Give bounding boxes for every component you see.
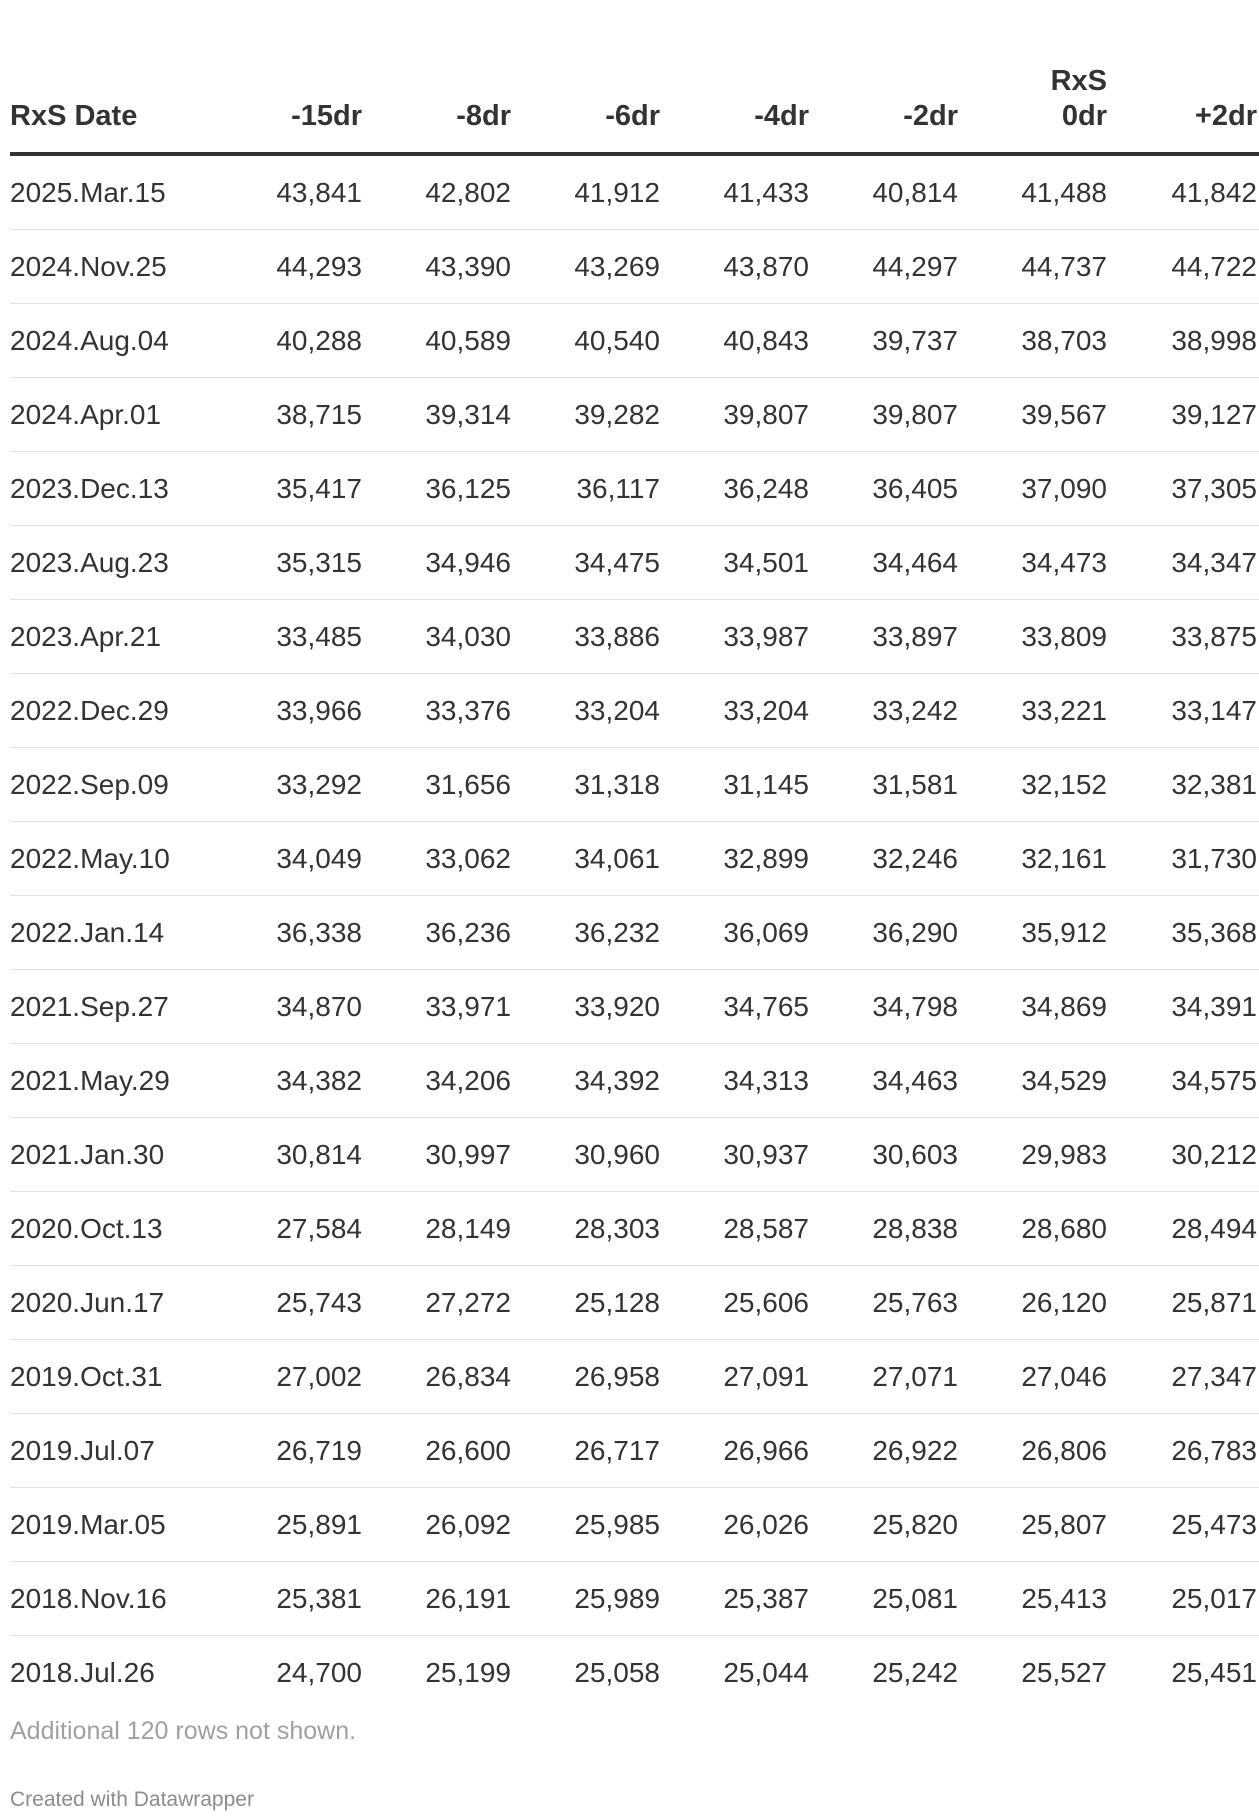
value-cell: 33,204 <box>513 674 662 748</box>
value-cell: 27,046 <box>960 1340 1109 1414</box>
table-row <box>10 304 1259 378</box>
date-cell: 2021.May.29 <box>10 1044 223 1118</box>
value-cell: 34,475 <box>513 526 662 600</box>
value-cell: 25,381 <box>223 1562 364 1636</box>
value-cell: 26,717 <box>513 1414 662 1488</box>
value-cell: 26,092 <box>364 1488 513 1562</box>
table-body <box>10 154 1259 1709</box>
date-cell: 2022.Sep.09 <box>10 748 223 822</box>
value-cell: 28,587 <box>662 1192 811 1266</box>
column-header-label: -15dr <box>291 100 362 132</box>
value-cell: 33,147 <box>1109 674 1259 748</box>
value-cell: 34,870 <box>223 970 364 1044</box>
value-cell: 35,315 <box>223 526 364 600</box>
value-cell: 34,206 <box>364 1044 513 1118</box>
table-row <box>10 600 1259 674</box>
table-row <box>10 674 1259 748</box>
value-cell: 36,117 <box>513 452 662 526</box>
column-header-label: +2dr <box>1194 100 1257 132</box>
value-cell: 33,971 <box>364 970 513 1044</box>
value-cell: 40,288 <box>223 304 364 378</box>
value-cell: 34,501 <box>662 526 811 600</box>
value-cell: 26,958 <box>513 1340 662 1414</box>
value-cell: 40,814 <box>811 154 960 230</box>
value-cell: 36,236 <box>364 896 513 970</box>
column-header-label: -8dr <box>456 100 511 132</box>
value-cell: 25,128 <box>513 1266 662 1340</box>
table-row <box>10 1192 1259 1266</box>
value-cell: 38,703 <box>960 304 1109 378</box>
value-cell: 31,145 <box>662 748 811 822</box>
column-header-6[interactable] <box>960 35 1109 154</box>
value-cell: 30,814 <box>223 1118 364 1192</box>
value-cell: 25,451 <box>1171 1656 1257 1688</box>
column-header-0[interactable] <box>10 35 223 154</box>
value-cell: 28,149 <box>364 1192 513 1266</box>
value-cell: 33,204 <box>662 674 811 748</box>
value-cell: 33,242 <box>811 674 960 748</box>
table-row <box>10 526 1259 600</box>
value-cell: 34,382 <box>223 1044 364 1118</box>
value-cell: 44,297 <box>811 230 960 304</box>
date-cell: 2024.Aug.04 <box>10 304 223 378</box>
value-cell: 33,292 <box>223 748 364 822</box>
value-cell: 26,966 <box>662 1414 811 1488</box>
value-cell: 25,199 <box>425 1656 511 1688</box>
value-cell: 39,314 <box>364 378 513 452</box>
value-cell: 36,338 <box>223 896 364 970</box>
date-cell: 2024.Nov.25 <box>10 230 223 304</box>
value-cell: 39,127 <box>1109 378 1259 452</box>
value-cell: 25,413 <box>960 1562 1109 1636</box>
value-cell: 41,433 <box>662 154 811 230</box>
value-cell: 34,391 <box>1109 970 1259 1044</box>
table-row <box>10 970 1259 1044</box>
date-cell: 2020.Jun.17 <box>10 1266 223 1340</box>
date-cell: 2022.Jan.14 <box>10 896 223 970</box>
value-cell: 44,737 <box>960 230 1109 304</box>
value-cell: 28,494 <box>1109 1192 1259 1266</box>
date-cell: 2019.Mar.05 <box>10 1488 223 1562</box>
column-header-3[interactable] <box>513 35 662 154</box>
column-header-4[interactable] <box>662 35 811 154</box>
column-header-1[interactable] <box>223 35 364 154</box>
value-cell: 37,305 <box>1109 452 1259 526</box>
table-row <box>10 1044 1259 1118</box>
value-cell: 40,843 <box>662 304 811 378</box>
header-row <box>10 35 1259 154</box>
value-cell: 39,737 <box>811 304 960 378</box>
value-cell: 32,899 <box>662 822 811 896</box>
value-cell: 28,680 <box>960 1192 1109 1266</box>
date-cell: 2023.Aug.23 <box>10 526 223 600</box>
value-cell: 40,540 <box>513 304 662 378</box>
column-header-label: -6dr <box>605 100 660 132</box>
date-cell: 2025.Mar.15 <box>10 154 223 230</box>
table-header <box>10 35 1259 154</box>
value-cell: 34,473 <box>960 526 1109 600</box>
value-cell: 33,886 <box>513 600 662 674</box>
value-cell: 44,293 <box>223 230 364 304</box>
value-cell: 26,834 <box>364 1340 513 1414</box>
column-header-label: 0dr <box>1061 100 1107 132</box>
value-cell: 32,246 <box>811 822 960 896</box>
table-row <box>10 452 1259 526</box>
value-cell: 43,269 <box>513 230 662 304</box>
value-cell: 25,743 <box>223 1266 364 1340</box>
date-cell: 2023.Apr.21 <box>10 600 223 674</box>
value-cell: 31,318 <box>513 748 662 822</box>
value-cell: 34,798 <box>811 970 960 1044</box>
value-cell: 41,842 <box>1109 154 1259 230</box>
value-cell: 26,191 <box>364 1562 513 1636</box>
table-row <box>10 748 1259 822</box>
value-cell: 34,061 <box>513 822 662 896</box>
date-cell: 2021.Jan.30 <box>10 1118 223 1192</box>
value-cell: 29,983 <box>960 1118 1109 1192</box>
value-cell: 39,282 <box>513 378 662 452</box>
value-cell: 25,081 <box>811 1562 960 1636</box>
value-cell: 40,589 <box>364 304 513 378</box>
value-cell: 35,912 <box>960 896 1109 970</box>
date-cell: 2018.Nov.16 <box>10 1562 223 1636</box>
value-cell: 34,946 <box>364 526 513 600</box>
value-cell: 25,473 <box>1109 1488 1259 1562</box>
value-cell: 28,303 <box>513 1192 662 1266</box>
value-cell: 26,600 <box>364 1414 513 1488</box>
value-cell: 32,152 <box>960 748 1109 822</box>
value-cell: 25,242 <box>872 1656 958 1688</box>
value-cell: 26,120 <box>960 1266 1109 1340</box>
value-cell: 30,997 <box>364 1118 513 1192</box>
value-cell: 33,897 <box>811 600 960 674</box>
value-cell: 34,869 <box>960 970 1109 1044</box>
value-cell: 36,290 <box>811 896 960 970</box>
date-cell: 2024.Apr.01 <box>10 378 223 452</box>
value-cell: 26,922 <box>811 1414 960 1488</box>
value-cell: 43,390 <box>364 230 513 304</box>
value-cell: 36,232 <box>513 896 662 970</box>
value-cell: 34,392 <box>513 1044 662 1118</box>
value-cell: 25,527 <box>1021 1656 1107 1688</box>
value-cell: 25,044 <box>723 1656 809 1688</box>
value-cell: 34,313 <box>662 1044 811 1118</box>
value-cell: 25,058 <box>574 1656 660 1688</box>
value-cell: 38,998 <box>1109 304 1259 378</box>
table-row <box>10 1340 1259 1414</box>
value-cell: 39,567 <box>960 378 1109 452</box>
value-cell: 33,221 <box>960 674 1109 748</box>
value-cell: 33,875 <box>1109 600 1259 674</box>
value-cell: 25,871 <box>1109 1266 1259 1340</box>
date-cell: 2023.Dec.13 <box>10 452 223 526</box>
value-cell: 34,464 <box>811 526 960 600</box>
table-row <box>10 1562 1259 1636</box>
date-cell: 2018.Jul.26 <box>10 1656 155 1688</box>
column-header-7[interactable] <box>1109 35 1259 154</box>
value-cell: 33,920 <box>513 970 662 1044</box>
table-row <box>10 1414 1259 1488</box>
date-cell: 2019.Jul.07 <box>10 1414 223 1488</box>
value-cell: 30,212 <box>1109 1118 1259 1192</box>
datawrapper-credit: Created with Datawrapper <box>10 1788 254 1811</box>
value-cell: 25,985 <box>513 1488 662 1562</box>
value-cell: 26,783 <box>1109 1414 1259 1488</box>
table-row <box>10 378 1259 452</box>
date-cell: 2022.May.10 <box>10 822 223 896</box>
value-cell: 25,820 <box>811 1488 960 1562</box>
value-cell: 30,960 <box>513 1118 662 1192</box>
value-cell: 32,381 <box>1109 748 1259 822</box>
table-row <box>10 230 1259 304</box>
value-cell: 44,722 <box>1109 230 1259 304</box>
value-cell: 39,807 <box>811 378 960 452</box>
value-cell: 33,966 <box>223 674 364 748</box>
value-cell: 27,091 <box>662 1340 811 1414</box>
column-header-2[interactable] <box>364 35 513 154</box>
value-cell: 34,030 <box>364 600 513 674</box>
value-cell: 33,376 <box>364 674 513 748</box>
value-cell: 27,002 <box>223 1340 364 1414</box>
value-cell: 34,463 <box>811 1044 960 1118</box>
table-notes: Additional 120 rows not shown. <box>10 1717 357 1745</box>
column-header-label: -4dr <box>754 100 809 132</box>
value-cell: 26,026 <box>662 1488 811 1562</box>
value-cell: 25,763 <box>811 1266 960 1340</box>
value-cell: 34,765 <box>662 970 811 1044</box>
table-row <box>10 822 1259 896</box>
table-row <box>10 1118 1259 1192</box>
value-cell: 25,606 <box>662 1266 811 1340</box>
value-cell: 27,584 <box>223 1192 364 1266</box>
value-cell: 36,248 <box>662 452 811 526</box>
value-cell: 34,049 <box>223 822 364 896</box>
value-cell: 37,090 <box>960 452 1109 526</box>
column-header-label: RxS Date <box>10 100 138 132</box>
date-cell: 2020.Oct.13 <box>10 1192 223 1266</box>
value-cell: 36,069 <box>662 896 811 970</box>
value-cell: 38,715 <box>223 378 364 452</box>
value-cell: 25,017 <box>1109 1562 1259 1636</box>
column-header-5[interactable] <box>811 35 960 154</box>
value-cell: 41,912 <box>513 154 662 230</box>
value-cell: 30,603 <box>811 1118 960 1192</box>
value-cell: 35,368 <box>1109 896 1259 970</box>
value-cell: 26,806 <box>960 1414 1109 1488</box>
value-cell: 26,719 <box>223 1414 364 1488</box>
value-cell: 36,405 <box>811 452 960 526</box>
value-cell: 27,071 <box>811 1340 960 1414</box>
value-cell: 33,987 <box>662 600 811 674</box>
value-cell: 43,870 <box>662 230 811 304</box>
value-cell: 32,161 <box>960 822 1109 896</box>
value-cell: 42,802 <box>364 154 513 230</box>
date-cell: 2022.Dec.29 <box>10 674 223 748</box>
value-cell: 34,347 <box>1109 526 1259 600</box>
value-cell: 25,387 <box>662 1562 811 1636</box>
value-cell: 31,730 <box>1109 822 1259 896</box>
column-header-label: -2dr <box>903 100 958 132</box>
table-row <box>10 154 1259 230</box>
value-cell: 31,581 <box>811 748 960 822</box>
value-cell: 27,272 <box>364 1266 513 1340</box>
value-cell: 41,488 <box>960 154 1109 230</box>
value-cell: 43,841 <box>223 154 364 230</box>
date-cell: 2021.Sep.27 <box>10 970 223 1044</box>
table-row <box>10 1636 1259 1710</box>
table-row <box>10 1266 1259 1340</box>
date-cell: 2019.Oct.31 <box>10 1340 223 1414</box>
value-cell: 33,062 <box>364 822 513 896</box>
value-cell: 33,809 <box>960 600 1109 674</box>
value-cell: 30,937 <box>662 1118 811 1192</box>
data-table <box>10 35 1259 1709</box>
value-cell: 35,417 <box>223 452 364 526</box>
value-cell: 27,347 <box>1109 1340 1259 1414</box>
value-cell: 34,575 <box>1109 1044 1259 1118</box>
value-cell: 33,485 <box>223 600 364 674</box>
column-header-label: RxS <box>1050 65 1107 97</box>
value-cell: 36,125 <box>364 452 513 526</box>
value-cell: 34,529 <box>960 1044 1109 1118</box>
value-cell: 24,700 <box>276 1656 362 1688</box>
value-cell: 25,807 <box>960 1488 1109 1562</box>
value-cell: 28,838 <box>811 1192 960 1266</box>
table-row <box>10 896 1259 970</box>
value-cell: 25,989 <box>513 1562 662 1636</box>
value-cell: 39,807 <box>662 378 811 452</box>
value-cell: 25,891 <box>223 1488 364 1562</box>
value-cell: 31,656 <box>364 748 513 822</box>
table-row <box>10 1488 1259 1562</box>
